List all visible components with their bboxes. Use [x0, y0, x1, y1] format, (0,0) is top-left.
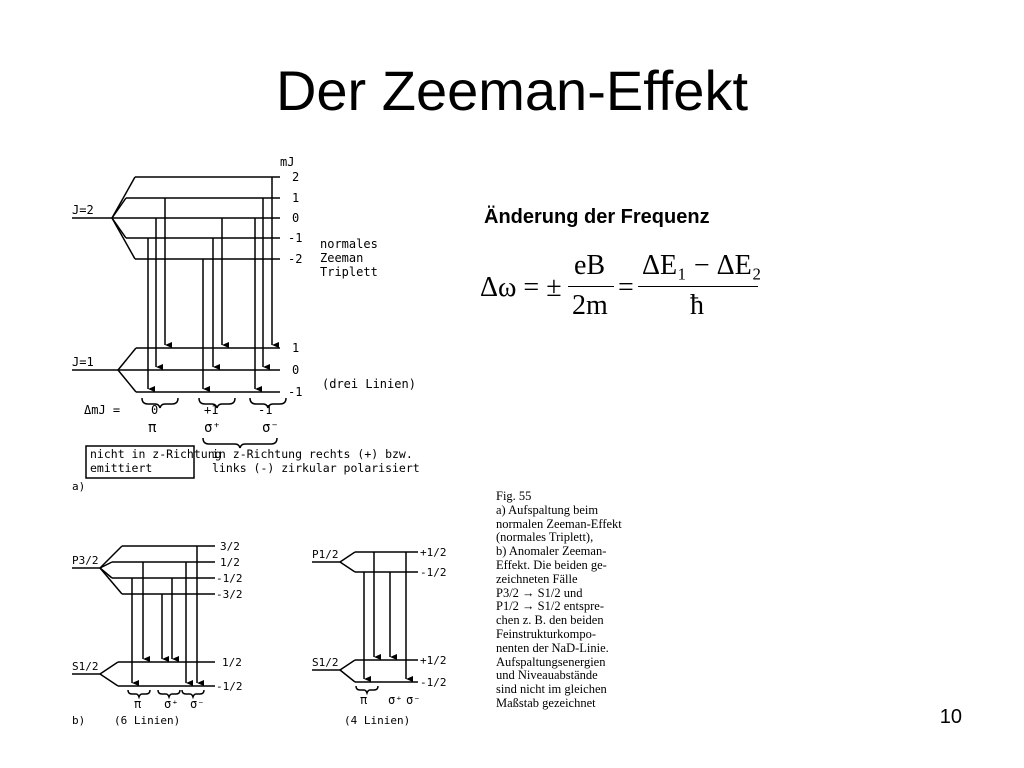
mj-value: -2 [288, 252, 303, 266]
polarization-label: π [360, 693, 368, 707]
mj-value: 0 [292, 363, 300, 377]
formula-heading: Änderung der Frequenz [484, 206, 710, 228]
figure-b-right [312, 552, 418, 693]
mj-value: +1/2 [420, 654, 447, 667]
mj-value: -1/2 [216, 680, 243, 693]
mj-value: 2 [292, 170, 300, 184]
delta-value: -1 [258, 403, 273, 417]
fan-line [118, 348, 136, 370]
polarization-label: σ⁻ [262, 420, 279, 436]
fan-line [100, 674, 118, 686]
circular-text: links (-) zirkular polarisiert [212, 461, 420, 475]
caption-line: (normales Triplett), [496, 530, 594, 545]
mj-value: -1/2 [216, 572, 243, 585]
level-label: P3/2 [72, 554, 99, 567]
mj-value: -1 [288, 231, 303, 245]
fan-line [340, 552, 355, 562]
brace-sigma-minus [182, 690, 204, 697]
fan-line [112, 198, 126, 218]
mj-value: -1/2 [420, 676, 447, 689]
mj-value: -1 [288, 385, 303, 399]
formula-frac2-numerator: ΔE₁ − ΔE₂ [642, 250, 762, 281]
triplet-note: Zeeman [320, 251, 364, 265]
triplet-note: normales [320, 237, 378, 251]
caption-line: normalen Zeeman-Effekt [496, 516, 622, 531]
fan-line [340, 562, 355, 572]
mj-value: -1/2 [420, 566, 447, 579]
line-count: (4 Linien) [344, 714, 411, 727]
polarization-label: σ⁻ [190, 697, 205, 711]
mj-value: 1 [292, 341, 300, 355]
caption-line: zeichneten Fälle [496, 571, 578, 586]
fan-line [340, 660, 355, 670]
level-label: S1/2 [72, 660, 99, 673]
fan-line [340, 670, 355, 682]
caption-line: Maßstab gezeichnet [496, 695, 596, 710]
brace-pi [142, 398, 178, 408]
line-count: (6 Linien) [114, 714, 181, 727]
formula-lhs: Δω = ± [480, 272, 562, 303]
caption-line: P1/2 → S1/2 entspre- [496, 599, 604, 614]
caption-line: Aufspaltungsenergien [496, 654, 606, 669]
lower-level-label: J=1 [72, 355, 94, 369]
formula-frac1-denominator: 2m [572, 290, 608, 321]
mj-value: -3/2 [216, 588, 243, 601]
brace-pi [356, 686, 378, 693]
box-text: emittiert [90, 461, 153, 475]
lines-note: (drei Linien) [322, 377, 416, 391]
polarization-label: π [134, 697, 142, 711]
caption-line: a) Aufspaltung beim [496, 502, 599, 517]
level-label: S1/2 [312, 656, 339, 669]
upper-level-label: J=2 [72, 203, 94, 217]
polarization-label: σ⁺ [164, 697, 179, 711]
box-text: nicht in z-Richtung [90, 447, 222, 461]
mj-value: 1/2 [220, 556, 240, 569]
figure-a [72, 177, 286, 478]
slide-title: Der Zeeman-Effekt [275, 59, 749, 122]
mj-value: 1 [292, 191, 300, 205]
formula-frac2-denominator: ħ [690, 290, 704, 321]
page-number: 10 [939, 706, 962, 728]
brace-pi [128, 690, 150, 697]
polarization-label: π [148, 420, 157, 436]
caption-line: nenten der NaD-Linie. [496, 640, 609, 655]
caption-line: sind nicht im gleichen [496, 682, 607, 697]
caption-line: Feinstrukturkompo- [496, 626, 596, 641]
mj-value: 3/2 [220, 540, 240, 553]
caption-line: P3/2 → S1/2 und [496, 585, 583, 600]
figure-b-left [72, 546, 215, 697]
circular-text: in z-Richtung rechts (+) bzw. [212, 447, 413, 461]
figure-caption [496, 490, 696, 711]
caption-line: chen z. B. den beiden [496, 613, 604, 628]
fan-line [100, 662, 118, 674]
formula-equals: = [618, 272, 634, 303]
polarization-label: σ⁺ [204, 420, 221, 436]
formula-frac1-numerator: eB [574, 250, 606, 281]
caption-line: und Niveauabstände [496, 668, 598, 683]
fan-line [118, 370, 136, 392]
delta-mj-label: ΔmJ = [84, 403, 121, 417]
level-label: P1/2 [312, 548, 339, 561]
panel-label-a: a) [72, 480, 86, 493]
mj-value: 1/2 [222, 656, 242, 669]
delta-value: 0 [151, 403, 159, 417]
delta-value: +1 [204, 403, 219, 417]
fan-line [100, 568, 122, 594]
mj-header: mJ [280, 155, 295, 169]
mj-value: +1/2 [420, 546, 447, 559]
polarization-label: σ⁻ [406, 693, 421, 707]
polarization-label: σ⁺ [388, 693, 403, 707]
panel-label-b: b) [72, 714, 86, 727]
brace-sigma-plus [158, 690, 180, 697]
fan-line [100, 546, 122, 568]
caption-line: Effekt. Die beiden ge- [496, 557, 607, 572]
triplet-note: Triplett [320, 265, 378, 279]
caption-line: b) Anomaler Zeeman- [496, 544, 607, 559]
caption-line: Fig. 55 [496, 489, 532, 503]
mj-value: 0 [292, 211, 300, 225]
